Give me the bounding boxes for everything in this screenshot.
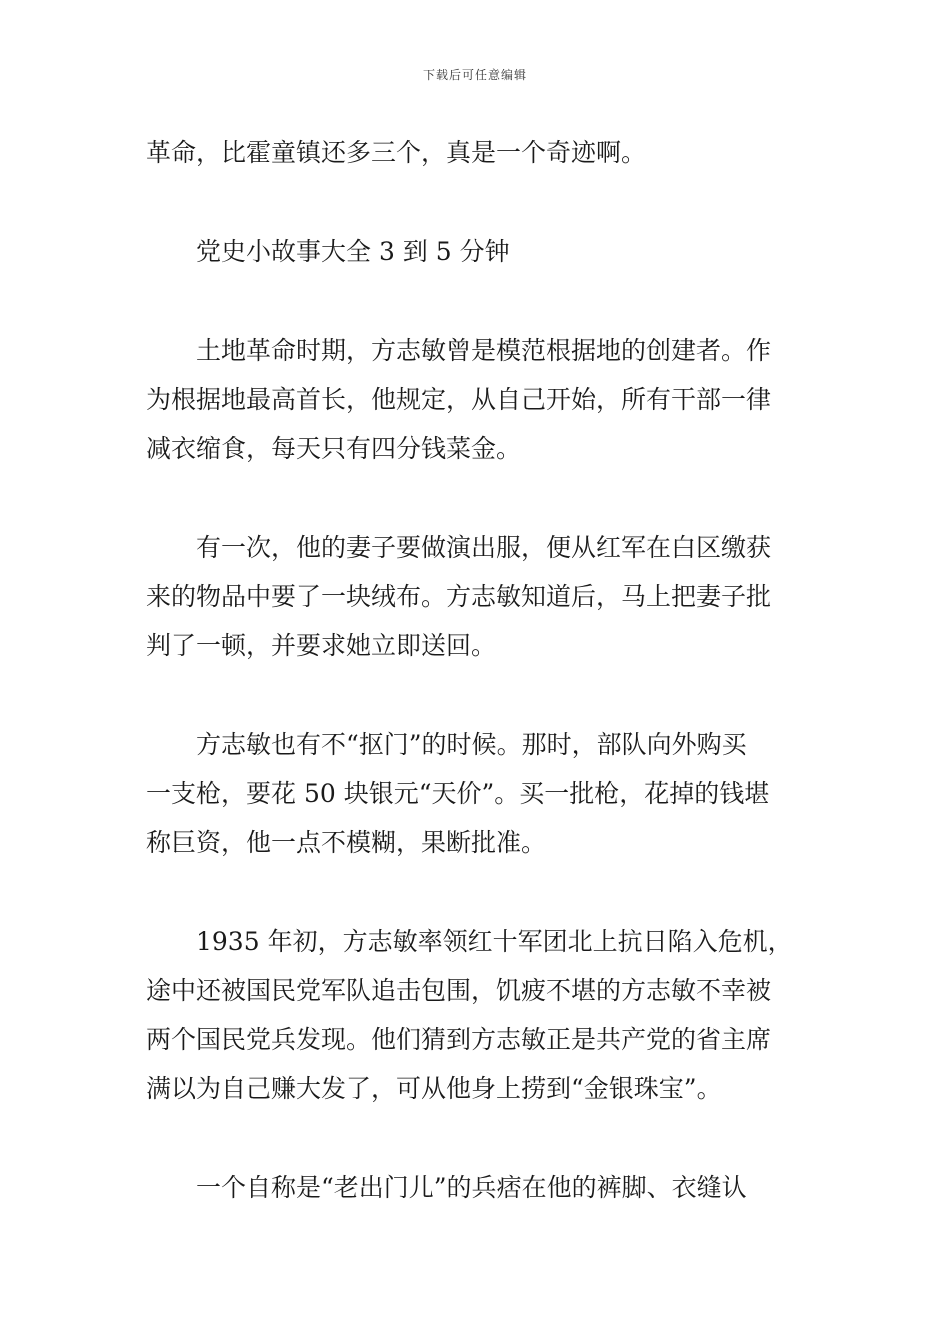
text-line: 满以为自己赚大发了，可从他身上捞到“金银珠宝”。 bbox=[146, 1074, 722, 1103]
text-line: 一个自称是“老出门儿”的兵痞在他的裤脚、衣缝认 bbox=[196, 1173, 747, 1202]
text-line: 革命，比霍童镇还多三个，真是一个奇迹啊。 bbox=[146, 138, 647, 167]
text-line: 1935 年初，方志敏率领红十军团北上抗日陷入危机， bbox=[196, 927, 793, 956]
paragraph bbox=[146, 1163, 806, 1212]
paragraph bbox=[146, 720, 806, 867]
text-line: 来的物品中要了一块绒布。方志敏知道后，马上把妻子批 bbox=[146, 582, 772, 611]
page-header: 下载后可任意编辑 bbox=[422, 68, 527, 82]
section-heading bbox=[146, 227, 806, 276]
text-line: 两个国民党兵发现。他们猜到方志敏正是共产党的省主席 bbox=[146, 1025, 772, 1054]
paragraph-gap bbox=[146, 473, 806, 523]
text-line: 一支枪，要花 50 块银元“天价”。买一批枪，花掉的钱堪 bbox=[146, 779, 770, 808]
text-line: 称巨资，他一点不模糊，果断批准。 bbox=[146, 828, 547, 857]
paragraph-gap bbox=[146, 1113, 806, 1163]
paragraph-gap bbox=[146, 670, 806, 720]
text-line: 为根据地最高首长，他规定，从自己开始，所有干部一律 bbox=[146, 385, 772, 414]
text-line: 方志敏也有不“抠门”的时候。那时，部队向外购买 bbox=[196, 730, 747, 759]
text-line: 党史小故事大全 3 到 5 分钟 bbox=[196, 237, 510, 266]
document-body bbox=[146, 128, 806, 1212]
paragraph-gap bbox=[146, 867, 806, 917]
paragraph bbox=[146, 523, 806, 670]
paragraph bbox=[146, 326, 806, 473]
text-line: 途中还被国民党军队追击包围，饥疲不堪的方志敏不幸被 bbox=[146, 976, 772, 1005]
paragraph bbox=[146, 917, 806, 1113]
paragraph-gap bbox=[146, 276, 806, 326]
text-line: 减衣缩食，每天只有四分钱菜金。 bbox=[146, 434, 522, 463]
paragraph-gap bbox=[146, 177, 806, 227]
text-line: 土地革命时期，方志敏曾是模范根据地的创建者。作 bbox=[196, 336, 772, 365]
paragraph-continuation bbox=[146, 128, 806, 177]
text-line: 判了一顿，并要求她立即送回。 bbox=[146, 631, 497, 660]
text-line: 有一次，他的妻子要做演出服，便从红军在白区缴获 bbox=[196, 533, 772, 562]
